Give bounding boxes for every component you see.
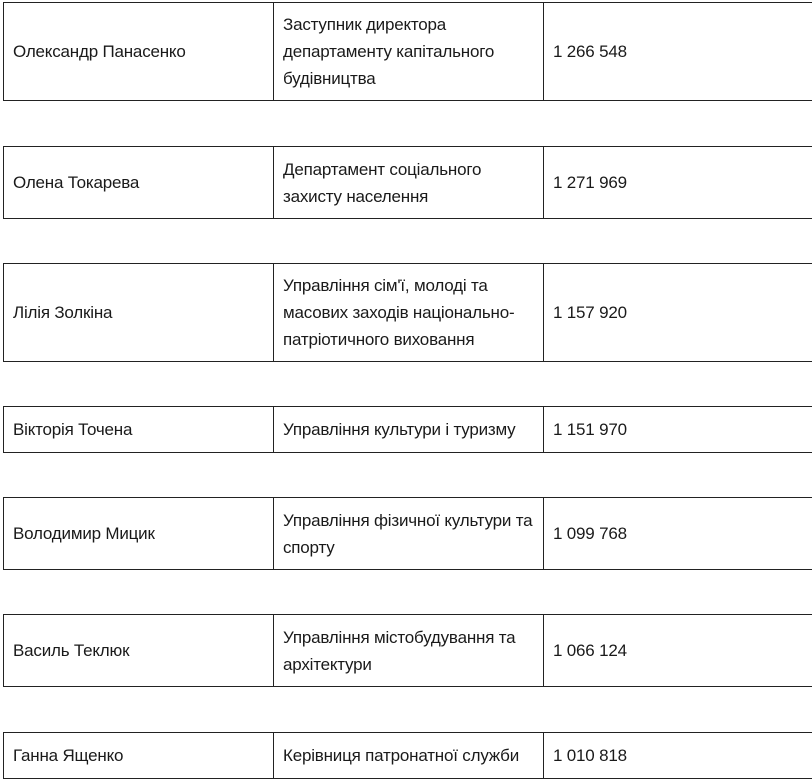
employee-name: Василь Теклюк [4,615,274,687]
amount: 1 010 818 [544,733,812,779]
table-row [3,263,812,362]
amount: 1 151 970 [544,407,812,453]
department-name: Управління сім'ї, молоді та масових заходів національно-патріотичного виховання [274,264,544,362]
table-row [3,497,812,570]
amount: 1 157 920 [544,264,812,362]
employee-name: Володимир Мицик [4,498,274,570]
department-name: Департамент соціального захисту населення [274,147,544,219]
table-row [3,614,812,687]
employee-name: Вікторія Точена [4,407,274,453]
department-name: Управління культури і туризму [274,407,544,453]
amount: 1 271 969 [544,147,812,219]
department-name: Управління містобудування та архітектури [274,615,544,687]
employee-name: Ганна Ященко [4,733,274,779]
amount: 1 099 768 [544,498,812,570]
department-name: Керівниця патронатної служби [274,733,544,779]
employee-name: Олександр Панасенко [4,3,274,101]
employee-name: Лілія Золкіна [4,264,274,362]
employee-name: Олена Токарева [4,147,274,219]
table-row [3,732,812,779]
table-row [3,2,812,101]
table-row [3,406,812,453]
amount: 1 266 548 [544,3,812,101]
department-name: Управління фізичної культури та спорту [274,498,544,570]
amount: 1 066 124 [544,615,812,687]
table-row [3,146,812,219]
department-name: Заступник директора департаменту капітального будівництва [274,3,544,101]
